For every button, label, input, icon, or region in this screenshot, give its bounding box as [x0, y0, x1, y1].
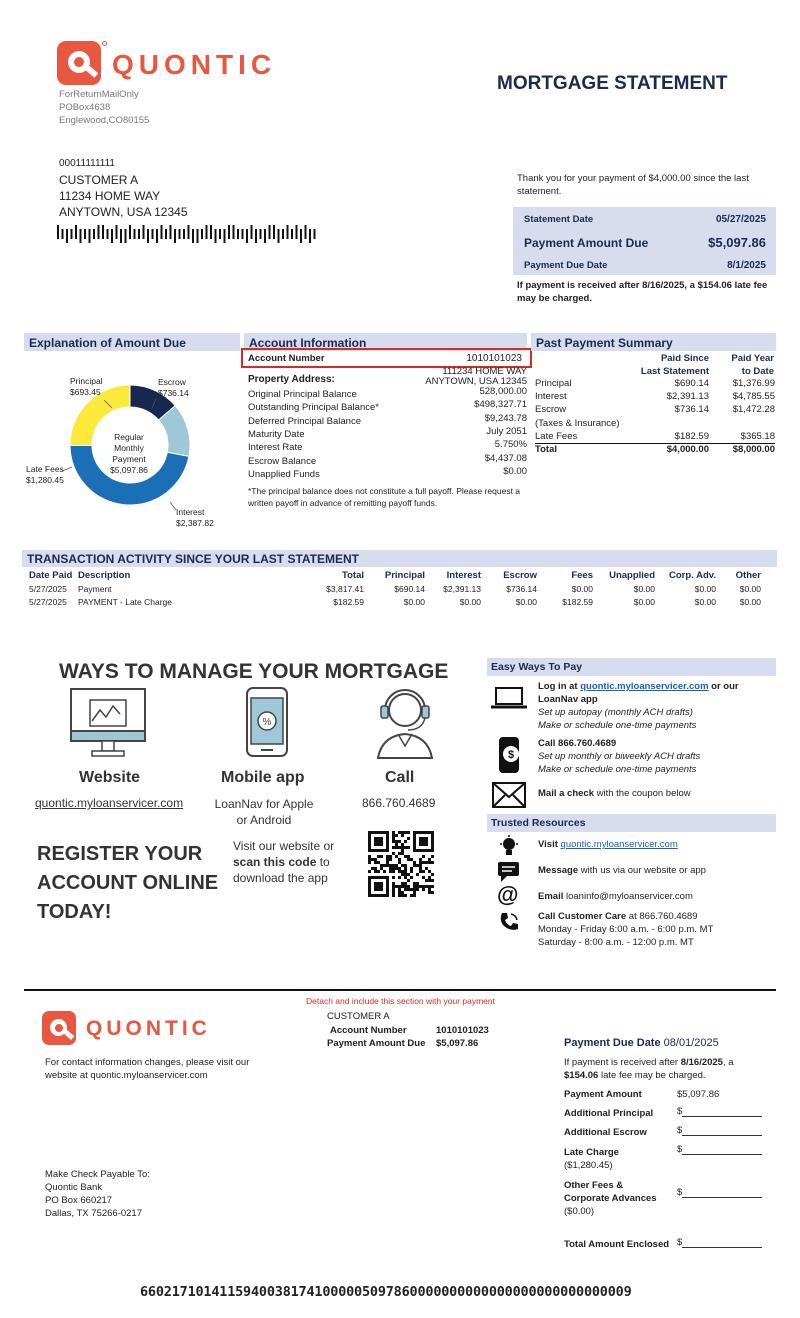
payment-thanks: Thank you for your payment of $4,000.00 since the last statement.: [517, 173, 749, 197]
mobile-desc: LoanNav for Apple or Android: [214, 797, 314, 827]
past-cell: Interest: [535, 391, 567, 403]
headset-agent-icon: [372, 684, 438, 760]
past-cell: $365.18: [740, 430, 775, 442]
account-row: [248, 452, 527, 469]
coupon-acct-label: Account Number: [330, 1025, 407, 1036]
coupon-due: Payment Due Date 08/01/2025: [564, 1037, 719, 1049]
login-link[interactable]: quontic.myloanservicer.com: [580, 681, 709, 692]
account-row: [248, 425, 527, 442]
tx-cell: $0.00: [571, 584, 593, 594]
barcode-bar: [71, 229, 73, 239]
barcode-bar: [179, 229, 181, 239]
barcode-bar: [156, 229, 158, 243]
website-link[interactable]: quontic.myloanservicer.com: [35, 796, 184, 810]
tx-cell: $3,817.41: [326, 584, 364, 594]
barcode-bar: [98, 225, 100, 239]
trusted-link[interactable]: quontic.myloanservicer.com: [560, 839, 678, 850]
tx-cell: $0.00: [633, 597, 655, 607]
add-principal-label: Additional Principal: [564, 1108, 654, 1119]
tx-cell: $0.00: [403, 597, 425, 607]
tx-cell: PAYMENT - Late Charge: [78, 597, 173, 607]
svg-text:$: $: [507, 749, 515, 761]
barcode-bar: [192, 229, 194, 243]
past-cell: $1,376.99: [732, 378, 775, 389]
coupon-late-notice: If payment is received after 8/16/2025, a $154.06 late fee may be charged.: [564, 1057, 734, 1081]
tx-header-cell: Escrow: [503, 570, 537, 581]
label-interest: Interest $2,387.82: [176, 507, 214, 528]
chat-icon: [497, 861, 521, 883]
barcode-bar: [233, 225, 235, 239]
other-fees-field[interactable]: $: [677, 1187, 762, 1198]
barcode-bar: [111, 229, 113, 243]
late-charge-label: Late Charge ($1,280.45): [564, 1147, 619, 1171]
tx-cell: $690.14: [394, 584, 425, 594]
payable-to: Make Check Payable To: Quontic Bank PO Box 660217 Dallas, TX 75266-0217: [45, 1169, 150, 1219]
coupon-contact: For contact information changes, please visit our website at quontic.myloanservicer.com: [45, 1057, 250, 1081]
barcode-bar: [62, 229, 64, 239]
past-cell: $736.14: [674, 404, 709, 416]
tx-cell: $736.14: [506, 584, 537, 594]
tx-cell: $182.59: [333, 597, 364, 607]
tx-row: [0, 584, 800, 597]
barcode-bar: [125, 229, 127, 243]
tx-header-cell: Other: [735, 570, 761, 581]
tx-header-cell: Date Paid: [29, 570, 73, 581]
barcode-bar: [255, 229, 257, 243]
barcode-bar: [66, 229, 68, 243]
tx-header-cell: Fees: [571, 570, 593, 581]
account-row-label: Interest Rate: [248, 442, 303, 454]
account-footnote: *The principal balance does not constitute a full payoff. Please request a written payoff in advance of remitting payoff funds.: [248, 486, 521, 508]
pay-amount-label: Payment Amount: [564, 1089, 642, 1100]
barcode-bar: [93, 229, 95, 239]
tx-header-cell: Interest: [446, 570, 481, 581]
barcode-bar: [305, 225, 307, 239]
past-cell: $4,000.00: [666, 444, 709, 455]
barcode-bar: [147, 229, 149, 243]
col-since: Paid Since Last Statement: [640, 353, 709, 377]
trusted-visit: Visit quontic.myloanservicer.com: [538, 839, 678, 850]
lightbulb-icon: [499, 835, 519, 859]
detach-note: Detach and include this section with your payment: [306, 996, 495, 1006]
laptop-icon: [490, 686, 528, 710]
barcode-bar: [152, 229, 154, 239]
barcode-bar: [224, 229, 226, 243]
past-cell: $182.59: [674, 430, 709, 442]
total-enclosed-label: Total Amount Enclosed: [564, 1239, 670, 1250]
past-cell: (Taxes & Insurance): [535, 417, 620, 429]
coupon-amt: $5,097.86: [436, 1038, 479, 1049]
account-rows: [248, 386, 527, 481]
tx-header-cell: Corp. Adv.: [669, 570, 716, 581]
pay-amount-value: $5,097.86: [677, 1089, 720, 1100]
barcode-bar: [57, 225, 59, 239]
past-total-row: [535, 444, 775, 457]
tx-header-cell: Unapplied: [609, 570, 655, 581]
transactions-title: TRANSACTION ACTIVITY SINCE YOUR LAST STATEMENT: [22, 550, 777, 567]
page-title: MORTGAGE STATEMENT: [497, 73, 728, 94]
past-row: [535, 404, 775, 417]
barcode-bar: [242, 229, 244, 239]
barcode-bar: [143, 225, 145, 239]
late-notice: If payment is received after 8/16/2025, a $154.06 late fee may be charged.: [517, 280, 768, 304]
barcode-bar: [314, 229, 316, 239]
explanation-title: Explanation of Amount Due: [24, 333, 240, 351]
past-row: [535, 418, 775, 431]
postal-barcode: [57, 225, 321, 243]
barcode-bar: [309, 229, 311, 243]
past-cell: $4,785.55: [732, 391, 775, 403]
account-row-label: Maturity Date: [248, 428, 305, 440]
qr-code[interactable]: [368, 831, 434, 897]
add-escrow-label: Additional Escrow: [564, 1127, 647, 1138]
account-row-value: 528,000.00: [479, 386, 527, 397]
barcode-bar: [282, 229, 284, 239]
barcode-bar: [75, 225, 77, 239]
barcode-bar: [197, 229, 199, 243]
quontic-logo: QUONTIC: [57, 41, 317, 85]
easy-mail: Mail a check with the coupon below: [538, 788, 691, 799]
past-payment-title: Past Payment Summary: [531, 333, 776, 351]
past-row: [535, 378, 775, 391]
barcode-bar: [201, 229, 203, 239]
website-label: Website: [79, 769, 141, 786]
easy-call: Call 866.760.4689 Set up monthly or biweekly ACH drafts Make or schedule one-time payments: [538, 738, 701, 775]
trusted-care: Call Customer Care at 866.760.4689 Monday - Friday 6:00 a.m. - 6:00 p.m. MT Saturday - 8:00 a.m. - 12:00 p.m. MT: [538, 911, 714, 948]
past-rows: [535, 378, 775, 458]
tx-row: [0, 597, 800, 610]
account-row-label: Escrow Balance: [248, 455, 317, 467]
trusted-message: Message with us via our website or app: [538, 865, 706, 876]
account-row-label: Outstanding Principal Balance*: [248, 402, 379, 414]
past-cell: Late Fees: [535, 430, 578, 442]
barcode-bar: [291, 229, 293, 239]
property-label: Property Address:: [248, 374, 335, 385]
add-principal-field[interactable]: $: [677, 1106, 762, 1117]
tx-cell: $0.00: [694, 584, 716, 594]
past-cell: Escrow: [535, 404, 567, 416]
past-cell: $8,000.00: [732, 444, 775, 455]
barcode-bar: [287, 225, 289, 239]
account-row-value: $498,327.71: [474, 399, 527, 411]
barcode-bar: [161, 225, 163, 239]
barcode-bar: [188, 225, 190, 239]
tx-cell: $0.00: [633, 584, 655, 594]
easy-pay-title: Easy Ways To Pay: [487, 658, 776, 676]
other-fees-label: Other Fees & Corporate Advances ($0.00): [564, 1180, 657, 1217]
tx-cell: $2,391.13: [443, 584, 481, 594]
past-row: [535, 431, 775, 444]
donut-center-label: Regular Monthly Payment $5,097.86: [110, 432, 148, 475]
past-cell: $2,391.13: [666, 391, 709, 403]
barcode-bar: [300, 229, 302, 243]
barcode-bar: [170, 225, 172, 239]
barcode-bar: [251, 225, 253, 239]
account-row-label: Original Principal Balance: [248, 389, 357, 400]
customer-address: 00011111111 CUSTOMER A 11234 HOME WAY ANYTOWN, USA 12345: [59, 158, 188, 219]
svg-text:%: %: [262, 717, 272, 728]
past-cell: Total: [535, 444, 557, 455]
barcode-bar: [165, 229, 167, 239]
barcode-bar: [228, 225, 230, 239]
trusted-title: Trusted Resources: [487, 814, 776, 832]
barcode-bar: [260, 229, 262, 239]
barcode-bar: [269, 225, 271, 239]
label-principal: Principal $693.45: [70, 376, 103, 397]
tx-header-cell: Description: [78, 570, 131, 581]
barcode-bar: [206, 225, 208, 239]
barcode-bar: [174, 229, 176, 243]
property-address: 111234 HOME WAY ANYTOWN, USA 12345: [425, 366, 527, 387]
barcode-bar: [246, 229, 248, 243]
account-row: [248, 412, 527, 429]
coupon-acct: 1010101023: [436, 1025, 489, 1036]
tx-header-cell: Principal: [384, 570, 425, 581]
return-address: ForReturnMailOnly POBox4638 Englewood,CO80155: [59, 89, 150, 126]
tx-cell: $0.00: [515, 597, 537, 607]
barcode-bar: [296, 225, 298, 239]
account-row-value: $0.00: [503, 465, 527, 477]
mail-icon: [492, 782, 526, 808]
phone-call-icon: [498, 911, 520, 933]
past-row: [535, 391, 775, 404]
trusted-email: Email loaninfo@myloanservicer.com: [538, 891, 693, 902]
tx-cell: $0.00: [739, 597, 761, 607]
barcode-bar: [80, 229, 82, 243]
tx-cell: $0.00: [739, 584, 761, 594]
col-ytd: Paid Year to Date: [731, 353, 774, 377]
account-row: [248, 465, 527, 482]
barcode-bar: [219, 229, 221, 239]
account-row-value: 5.750%: [494, 439, 527, 451]
account-row-label: Unapplied Funds: [248, 468, 320, 480]
micr-line: 66021710141159400381741000005097860000000000000000000000000009: [140, 1284, 632, 1300]
barcode-bar: [215, 229, 217, 243]
barcode-bar: [89, 229, 91, 243]
barcode-bar: [278, 229, 280, 243]
barcode-bar: [264, 229, 266, 243]
label-escrow: Escrow $736.14: [158, 377, 189, 398]
barcode-bar: [134, 229, 136, 239]
late-charge-field[interactable]: $: [677, 1144, 762, 1155]
transactions-header: [0, 570, 800, 583]
mobile-label: Mobile app: [221, 769, 305, 786]
past-cell: Principal: [535, 378, 572, 389]
barcode-bar: [120, 229, 122, 243]
tx-cell: Payment: [78, 584, 112, 594]
past-cell: $690.14: [674, 378, 709, 389]
monitor-icon: [70, 688, 146, 758]
barcode-bar: [116, 225, 118, 239]
tx-header-cell: Total: [342, 570, 364, 581]
barcode-bar: [129, 225, 131, 239]
account-row-value: July 2051: [486, 425, 527, 437]
total-enclosed-field[interactable]: $: [677, 1237, 762, 1248]
barcode-bar: [107, 229, 109, 239]
account-row-value: $4,437.08: [484, 452, 527, 464]
account-number-box: Account Number 1010101023: [241, 348, 532, 368]
barcode-bar: [210, 225, 212, 239]
barcode-bar: [237, 229, 239, 239]
tx-cell: $0.00: [459, 597, 481, 607]
phone-icon: [245, 686, 289, 758]
summary-box: Statement Date 05/27/2025 Payment Amount Due $5,097.86 Payment Due Date 8/1/2025: [513, 207, 776, 275]
register-banner: REGISTER YOUR ACCOUNT ONLINE TODAY!: [37, 843, 219, 923]
tx-cell: 5/27/2025: [29, 597, 67, 607]
at-sign-icon: @: [497, 882, 519, 907]
coupon-amt-label: Payment Amount Due: [327, 1038, 426, 1049]
barcode-bar: [183, 229, 185, 239]
phone-dollar-icon: [496, 736, 522, 774]
past-cell: $1,472.28: [732, 404, 775, 416]
add-escrow-field[interactable]: $: [677, 1125, 762, 1136]
barcode-bar: [273, 225, 275, 239]
barcode-bar: [138, 229, 140, 239]
label-late-fees: Late Fees $1,280.45: [26, 464, 64, 485]
tx-cell: 5/27/2025: [29, 584, 67, 594]
easy-login: Log in at quontic.myloanservicer.com or our LoanNav app Set up autopay (monthly ACH drafts) Make or schedule one-time payments: [538, 681, 739, 731]
tx-cell: $182.59: [562, 597, 593, 607]
account-row-label: Deferred Principal Balance: [248, 415, 362, 427]
manage-title: WAYS TO MANAGE YOUR MORTGAGE: [59, 660, 449, 683]
coupon-logo: QUONTIC: [42, 1011, 242, 1045]
scan-instructions: Visit our website or scan this code to download the app: [233, 839, 335, 885]
transactions-body: [0, 584, 800, 614]
account-title: Account Information: [244, 333, 527, 351]
barcode-bar: [84, 229, 86, 239]
barcode-bar: [102, 225, 104, 239]
call-number[interactable]: 866.760.4689: [362, 796, 436, 810]
coupon-customer: CUSTOMER A: [327, 1011, 390, 1022]
call-label: Call: [385, 769, 415, 786]
account-row-value: $9,243.78: [484, 412, 527, 424]
tx-cell: $0.00: [694, 597, 716, 607]
detach-line: [24, 989, 776, 991]
